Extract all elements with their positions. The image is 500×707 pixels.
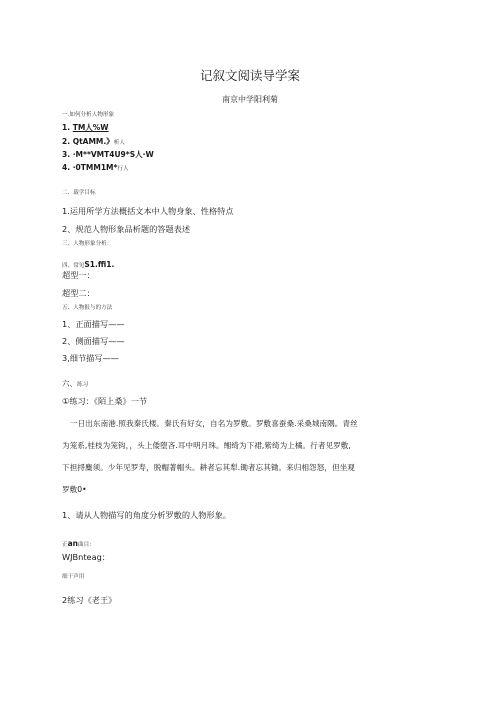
section1-heading: 一.如何分析人物形象 (62, 112, 115, 118)
section1-item-4: 4. ·0TMM1M*行人 (62, 163, 129, 172)
goal-2: 2、规范人物形象品析题的答题表述 (62, 224, 191, 234)
answer-line-1 (62, 533, 95, 549)
passage-line: 下担捋麋须。少年见罗寿，脱帽著帽头。耕者忘其犁.锄者忘其锄。来归相怨怒，但坐观 (62, 463, 355, 472)
section4-heading (62, 254, 114, 270)
item-number: 4 (62, 163, 68, 172)
section4-heading-prefix: 四、常见 (62, 263, 85, 269)
section1-item-3: 3. ·M**VMT4U9*S人·W (62, 150, 154, 159)
document-author: 南京中学阳利菊 (222, 95, 278, 104)
type-2-label: 超型二： (62, 288, 95, 298)
section6-heading-suffix: 练习 (77, 382, 89, 388)
type-1-label: 超型一： (62, 270, 95, 280)
document-title: 记叙文阅读导学案 (199, 68, 300, 83)
exercise-1-title: ①练习：《陌上桑》一节 (62, 396, 148, 406)
question-1: 1、请从人物描写的角度分析罗敷的人物形象。 (62, 510, 231, 520)
passage-line: 罗敷0• (62, 485, 87, 494)
item-number: 3 (62, 150, 68, 159)
item-suffix: 行人 (117, 166, 129, 172)
section6-heading (62, 373, 88, 389)
item-number: 1 (62, 123, 68, 132)
section1-item-1: 1. TM人%W (62, 123, 109, 132)
method-3: 3,细节描写—— (62, 353, 119, 363)
section6-heading-prefix: 六、 (62, 379, 77, 388)
answer-bold: an (67, 539, 79, 548)
answer-prefix: 正 (62, 542, 68, 548)
section5-heading: 五、人物报与的方法 (62, 305, 113, 311)
section3-heading: 三、人物形象分析： (62, 241, 113, 247)
exercise-2-title: 2练习《老王》 (62, 595, 117, 605)
answer-line-3: 细干声用 (62, 574, 85, 580)
item-text: ·M**VMT4U9*S人·W (72, 150, 154, 159)
item-text: QtAMM.》 (72, 137, 114, 146)
passage-line: 一日出东南港.照我秦氏楼。秦氏有好女，自名为罗敷。罗敷喜蚕桑.采桑城南隅。青丝 (70, 419, 358, 428)
method-1: 1、正面描写—— (62, 319, 125, 329)
item-suffix: 析人 (113, 140, 125, 146)
answer-line-2: WJBnteag： (62, 552, 110, 562)
section1-item-2: 2. QtAMM.》析人 (62, 137, 125, 146)
item-number: 2 (62, 137, 68, 146)
answer-suffix: 曲目： (78, 542, 95, 548)
section4-heading-bold: S1.ffi1. (84, 260, 115, 269)
method-2: 2、侧面描写—— (62, 336, 125, 346)
goal-1: 1.运用所学方法概括文本中人物身象、性格特点 (62, 206, 234, 216)
item-text: ·0TMM1M* (72, 163, 118, 172)
item-text: TM人%W (72, 123, 109, 132)
section2-heading: 二、载学目标 (62, 190, 96, 196)
passage-line: 为笼系,桂枝为笼钩，，头上倭堕吝.耳中明月珠。缃绮为下裙,紫绮为上橘。行者见罗敷, (62, 441, 351, 450)
